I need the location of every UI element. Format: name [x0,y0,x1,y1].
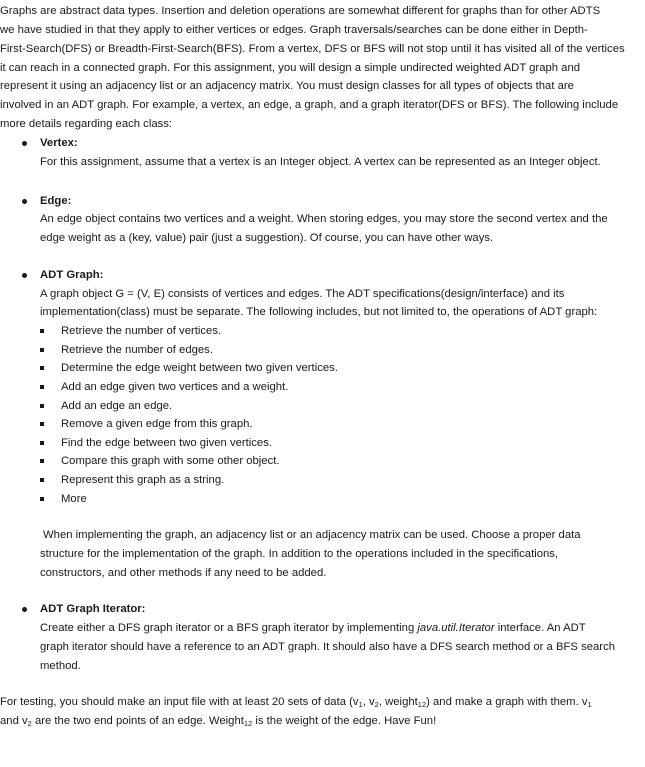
intro-line: it can reach in a connected graph. For this assignment, you will design a simple undirected weighted ADT graph and [0,62,581,74]
testing-line [0,714,436,728]
list-item: More [61,493,87,505]
text-run: For testing, you should make an input file with at least 20 sets of data (v [0,696,359,708]
square-bullet-icon [40,366,44,370]
subscript: 12 [417,700,427,709]
square-bullet-icon [40,459,44,463]
subscript: 2 [374,700,379,709]
square-bullet-icon [40,404,44,408]
intro-line: we have studied in that they apply to either vertices or edges. Graph traversals/searches can be done either in Depth- [0,24,588,36]
square-bullet-icon [40,385,44,389]
text-run: and v [0,715,28,727]
square-bullet-icon [40,348,44,352]
intro-line: First-Search(DFS) or Breadth-First-Search(BFS). From a vertex, DFS or BFS will not stop until it has visited all of the vertices [0,43,625,55]
section-text: implementation(class) must be separate. The following includes, but not limited to, the operations of ADT graph: [40,306,598,318]
bullet-icon [22,273,27,278]
square-bullet-icon [40,497,44,501]
intro-line: Graphs are abstract data types. Insertion and deletion operations are somewhat different for graphs than for other ADTS [0,5,601,17]
intro-line: involved in an ADT graph. For example, a vertex, an edge, a graph, and a graph iterator(DFS or BFS). The following include [0,99,619,111]
section-text: edge weight as a (key, value) pair (just a suggestion). Of course, you can have other ways. [40,232,494,244]
text-run: interface. An ADT [494,622,586,634]
list-item: Remove a given edge from this graph. [61,418,253,430]
section-text [40,621,586,635]
section-title: Edge: [40,195,72,207]
section-title: Vertex: [40,137,78,149]
testing-line [0,695,592,709]
list-item: Retrieve the number of vertices. [61,325,222,337]
section-text: A graph object G = (V, E) consists of vertices and edges. The ADT specifications(design/interface) and its [40,288,565,300]
intro-line: more details regarding each class: [0,118,173,130]
text-run: Create either a DFS graph iterator or a BFS graph iterator by implementing [40,622,418,634]
text-run: , v [362,696,375,708]
section-text: When implementing the graph, an adjacency list or an adjacency matrix can be used. Choose a proper data [43,529,581,541]
text-run: , weight [378,696,418,708]
subscript: 12 [243,719,253,728]
square-bullet-icon [40,478,44,482]
text-run: are the two end points of an edge. Weight [31,715,244,727]
section-text: constructors, and other methods if any need to be added. [40,567,327,579]
intro-line: represent it using an adjacency list or an adjacency matrix. You must design classes for all types of objects that are [0,80,574,92]
section-text: structure for the implementation of the graph. In addition to the operations included in the specifications, [40,548,559,560]
list-item: Find the edge between two given vertices. [61,437,273,449]
list-item: Determine the edge weight between two given vertices. [61,362,338,374]
section-text: An edge object contains two vertices and a weight. When storing edges, you may store the second vertex and the [40,213,608,225]
subscript: 1 [587,700,592,709]
text-run: java.util.Iterator [417,622,495,634]
list-item: Add an edge given two vertices and a weight. [61,381,289,393]
list-item: Add an edge an edge. [61,400,173,412]
bullet-icon [22,141,27,146]
subscript: 1 [358,700,363,709]
bullet-icon [22,607,27,612]
square-bullet-icon [40,441,44,445]
text-run: is the weight of the edge. Have Fun! [252,715,437,727]
bullet-icon [22,199,27,204]
section-title: ADT Graph: [40,269,104,281]
list-item: Compare this graph with some other object. [61,455,280,467]
square-bullet-icon [40,422,44,426]
list-item: Represent this graph as a string. [61,474,225,486]
square-bullet-icon [40,329,44,333]
list-item: Retrieve the number of edges. [61,344,213,356]
text-run: ) and make a graph with them. v [426,696,588,708]
subscript: 2 [27,719,32,728]
section-text: graph iterator should have a reference to an ADT graph. It should also have a DFS search method or a BFS search [40,641,615,653]
section-title: ADT Graph Iterator: [40,603,146,615]
section-text: method. [40,660,81,672]
section-text: For this assignment, assume that a vertex is an Integer object. A vertex can be represented as an Integer object. [40,156,601,168]
